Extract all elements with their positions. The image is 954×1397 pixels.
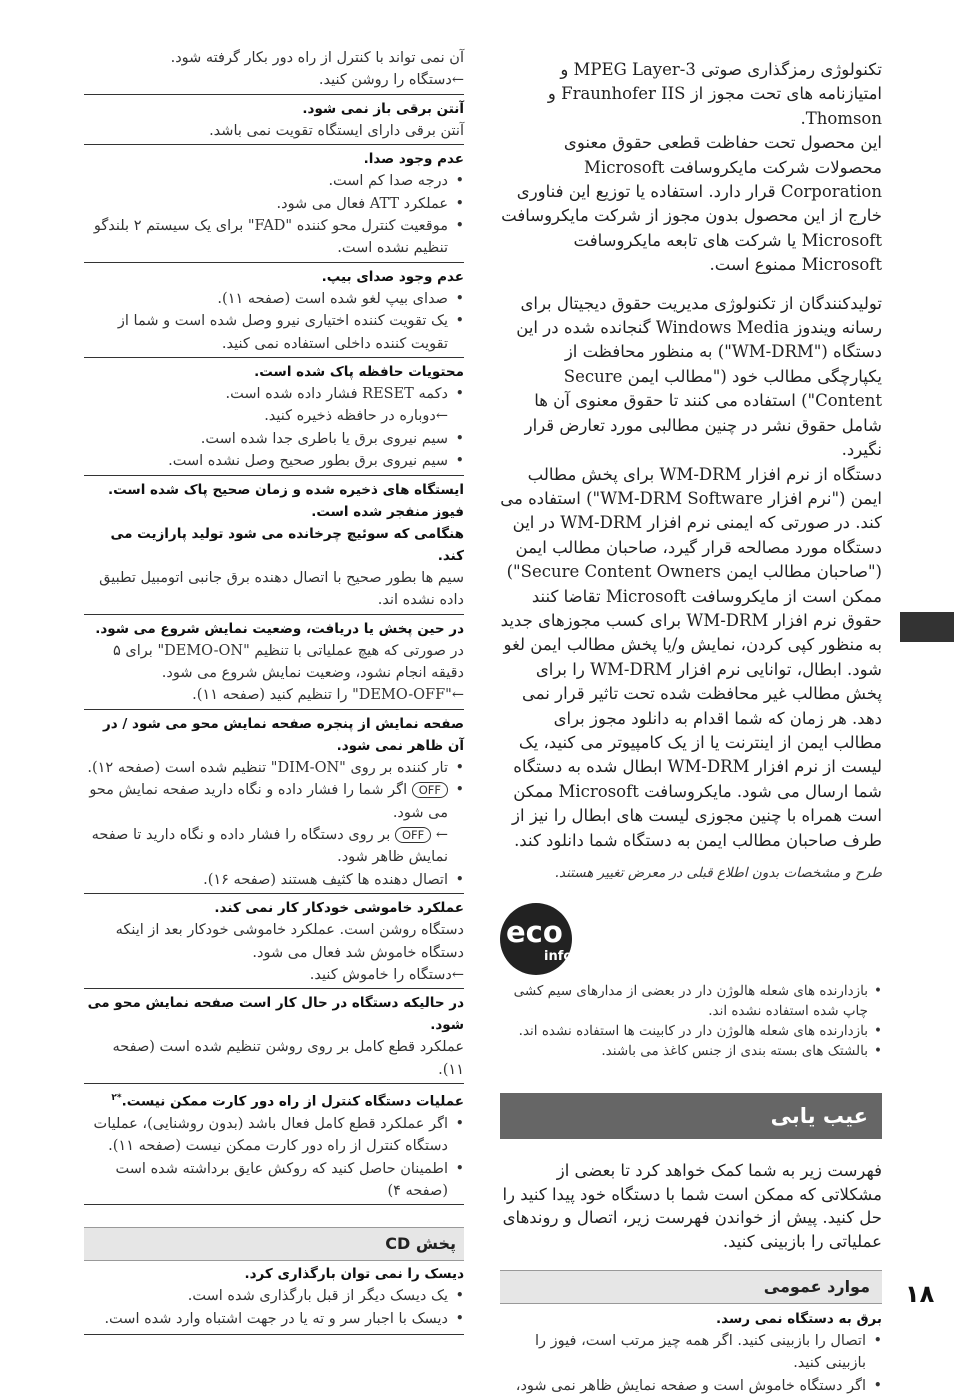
question-heading: عدم وجود صدا. <box>363 151 464 168</box>
left-column <box>84 47 464 1335</box>
answer-bullet: • اتصال دهنده ها کثیف هستند (صفحه ۱۶). <box>84 869 464 891</box>
eco-bullet: • بالشتک های بسته بندی از جنس کاغذ می باشند. <box>500 1041 882 1061</box>
eco-info-logo <box>500 903 572 975</box>
cd-section <box>84 1263 464 1335</box>
arrow-remedy: ←دوباره در حافظه ذخیره کنید. <box>264 408 448 425</box>
arrow-remedy: ←"DEMO-OFF" را تنظیم کنید (صفحه ۱۱). <box>192 687 464 704</box>
question-heading: دیسک را نمی توان بارگذاری کرد. <box>244 1266 464 1283</box>
troubleshooting-intro: فهرست زیر به شما کمک خواهد کرد تا بعضی از مشکلاتی که ممکن است شما با دستگاه خود پیدا کنید را حل کنید. پیش از خواندن فهرست زیر، اتصال و روندهای عملیاتی را بازبینی کنید. <box>502 1161 882 1251</box>
question-heading: محتویات حافظه پاک شده است. <box>254 364 464 381</box>
answer-text: آن نمی تواند با کنترل از راه دور بکار گرفته شود. <box>170 50 464 66</box>
answer-text: سیم ها بطور صحیح با اتصال دهنده برق جانبی اتومبیل تطبیق داده نشده اند. <box>99 569 464 609</box>
info-logo-text: info <box>544 949 573 964</box>
arrow-remedy: ←دستگاه را خاموش کنید. <box>309 966 464 983</box>
answer-text: عملکرد قطع کامل بر روی روشن تنظیم شده است (صفحه ۱۱). <box>112 1039 464 1078</box>
answer-bullet: • درجه صدا کم است. <box>84 170 464 192</box>
answer-bullet: • تار کننده بر روی "DIM-ON" تنظیم شده است (صفحه ۱۲). <box>84 757 464 779</box>
eco-logo-text: eco <box>506 915 563 949</box>
answer-text: در صورتی که هیچ عملیاتی با تنظیم "DEMO-ON" برای ۵ دقیقه انجام نشود، وضعیت نمایش شروع می شود. <box>113 642 464 681</box>
answer-bullet: • اگر عملکرد قطع کامل فعال باشد (بدون روشنایی)، عملیات دستگاه کنترل از راه دور کارت ممکن نیست (صفحه ۱۱). <box>84 1113 464 1158</box>
question-heading <box>84 1087 464 1113</box>
question-heading: هنگامی که سوئیچ چرخانده می شود تولید پارازیت می کند. <box>110 525 464 564</box>
section-tab-marker <box>900 612 954 642</box>
off-button-icon: OFF <box>395 827 431 843</box>
answer-bullet: • یک تقویت کننده اختیاری نیرو وصل شده است و شما از تقویت کننده داخلی استفاده نمی کنید. <box>84 310 464 355</box>
answer-bullet: • اگر دستگاه خاموش است و صفحه نمایش ظاهر نمی شود، <box>500 1375 882 1397</box>
drm-paragraph-2: دستگاه از نرم افزار WM-DRM برای پخش مطالب ایمن ("نرم افزار WM-DRM Software") استفاده می کند. در صورتی که ایمنی نرم افزار WM-DRM در این دستگاه مورد مصالحه قرار گیرد، صاحبان مطالب ایمن ("صاحبان مطالب ایمن Secure Content Owners") ممکن است از مایکروسافت Microsoft تقاضا کنند حقوق نرم افزار WM-DRM برای کسب مجوزهای جدید به منظور کپی کردن، نمایش و/یا پخش مطالب ایمن لغو شود. ابطال، توانایی نرم افزار WM-DRM را برای پخش مطالب غیر محافظت شده تحت تاثیر قرار نمی دهد. هر زمان که شما اقدام به دانلود مجوز برای مطالب ایمن از اینترنت یا از یک کامپیوتر می کنید، یک لیست از نرم افزار WM-DRM ابطال شده به دستگاه شما ارسال می شود. مایکروسافت Microsoft ممکن است همراه با چنین مجوزی لیست های ابطال را نیز از طرف صاحبان مطالب ایمن به دستگاه شما دانلود کند. <box>500 464 882 850</box>
question-heading: صفحه نمایش از پنجره صفحه نمایش محو می شود / در آن ظاهر نمی شود. <box>103 715 464 754</box>
eco-bullets <box>500 981 882 1061</box>
arrow-remedy: ←دستگاه را روشن کنید. <box>318 72 464 89</box>
continuation-section <box>84 47 464 94</box>
page-number: ۱۸ <box>905 1280 935 1308</box>
question-heading: عملکرد خاموشی خودکار کار نمی کند. <box>214 900 464 917</box>
stations-section <box>84 475 464 614</box>
question-heading: فیوز منفجر شده است. <box>311 503 464 520</box>
memory-section <box>84 357 464 475</box>
question-heading: در حین پخش یا دریافت، وضعیت نمایش شروع می شود. <box>95 620 464 637</box>
answer-bullet: • صدای بیپ لغو شده است (صفحه ۱۱). <box>84 288 464 310</box>
remote-section <box>84 1083 464 1205</box>
footnote-marker: *۲ <box>111 1093 122 1104</box>
right-column <box>500 58 882 1397</box>
troubleshooting-header: عیب یابی <box>500 1093 882 1139</box>
mp3-paragraph: تکنولوژی رمزگذاری صوتی MPEG Layer-3 و امتیازنامه های تحت مجوز از Fraunhofer IIS و Thomson. <box>547 60 882 128</box>
question-heading: در حالیکه دستگاه در حال کار است صفحه نمایش محو می شود. <box>87 995 464 1034</box>
off-button-icon: OFF <box>412 782 448 798</box>
answer-bullet: • سیم نیروی برق بطور صحیح وصل نشده است. <box>84 450 464 472</box>
no-beep-section <box>84 262 464 357</box>
answer-bullet: • موقعیت کنترل محو کننده "FAD" برای یک سیستم ۲ بلندگو تنظیم نشده است. <box>84 215 464 260</box>
question-text: عملیات دستگاه کنترل از راه دور کارت ممکن نیست. <box>121 1093 464 1110</box>
answer-bullet <box>84 779 464 824</box>
answer-bullet: • عملکرد ATT فعال می شود. <box>84 193 464 215</box>
demo-section <box>84 614 464 709</box>
antenna-section <box>84 94 464 144</box>
question-heading: آنتن برقی باز نمی شود. <box>302 100 464 117</box>
arrow-remedy: ← OFF بر روی دستگاه را فشار داده و نگاه دارید تا صفحه نمایش ظاهر شود. <box>91 826 448 866</box>
answer-bullet: • دیسک با اجبار سر و ته یا در جهت اشتباه وارد شده است. <box>84 1308 464 1330</box>
display-section <box>84 709 464 893</box>
answer-text: اگر شما را فشار داده و نگاه دارید صفحه نمایش محو می شود. <box>89 782 448 821</box>
drm-paragraph: تولیدکنندگان از تکنولوژی مدیریت حقوق دیجیتال برای رسانه ویندوز Windows Media گنجانده شده در این دستگاه ("WM-DRM") به منظور محافظت از یکپارچگی مطالب‌ خود ("مطالب ایمن Secure Content") استفاده می کنند تا حقوق معنوی آن ها شامل حقوق نشر در چنین مطالبی مورد تعارض قرار نگیرد. <box>516 293 882 460</box>
display-disappears-section <box>84 988 464 1083</box>
answer-bullet: • اطمینان حاصل کنید که روکش عایق برداشته شده است (صفحه ۴) <box>84 1158 464 1203</box>
question-heading: برق به دستگاه نمی رسد. <box>716 1310 882 1327</box>
answer-bullet: • اتصال را بازبینی کنید. اگر همه چیز مرتب است، فیوز را بازبینی کنید. <box>500 1330 882 1375</box>
cd-playback-header: پخش CD <box>84 1227 464 1261</box>
no-sound-section <box>84 144 464 262</box>
answer-text: آنتن برقی دارای ایستگاه تقویت نمی باشد. <box>209 122 464 139</box>
spec-note: طرح و مشخصات بدون اطلاع قبلی در معرض تغییر هستند. <box>554 865 882 881</box>
answer-bullet: • یک دیسک دیگر از قبل بارگذاری شده است. <box>84 1285 464 1307</box>
auto-off-section <box>84 893 464 988</box>
eco-bullet: • بازدارنده های شعله هالوژن دار در بعضی از مدارهای سیم کشی چاپ شده استفاده نشده اند. <box>500 981 882 1021</box>
question-heading: ایستگاه های ذخیره شده و زمان صحیح پاک شده است. <box>108 481 464 498</box>
answer-text: دستگاه روشن است. عملکرد خاموشی خودکار بعد از اینکه دستگاه خاموش شد فعال می شود. <box>115 922 464 961</box>
answer-text: بر روی دستگاه را فشار داده و نگاه دارید تا صفحه نمایش ظاهر شود. <box>91 826 448 866</box>
general-header: موارد عمومی <box>500 1270 882 1304</box>
microsoft-paragraph: این محصول تحت حفاظت قطعی حقوق معنوی محصولات شرکت مایکروسافت Microsoft Corporation قرار دارد. استفاده یا توزیع این فناوری خارج از این محصول بدون مجوز از شرکت مایکروسافت Microsoft یا شرکت های تابعه مایکروسافت Microsoft ممنوع است. <box>501 133 882 275</box>
answer-bullet: • سیم نیروی برق یا باطری جدا شده است. <box>84 428 464 450</box>
answer-bullet: • دکمه RESET فشار داده شده است. <box>84 383 464 405</box>
question-heading: عدم وجود صدای بیپ. <box>321 268 464 285</box>
eco-bullet: • بازدارنده های شعله هالوژن دار در کابینت ها استفاده نشده اند. <box>500 1021 882 1041</box>
